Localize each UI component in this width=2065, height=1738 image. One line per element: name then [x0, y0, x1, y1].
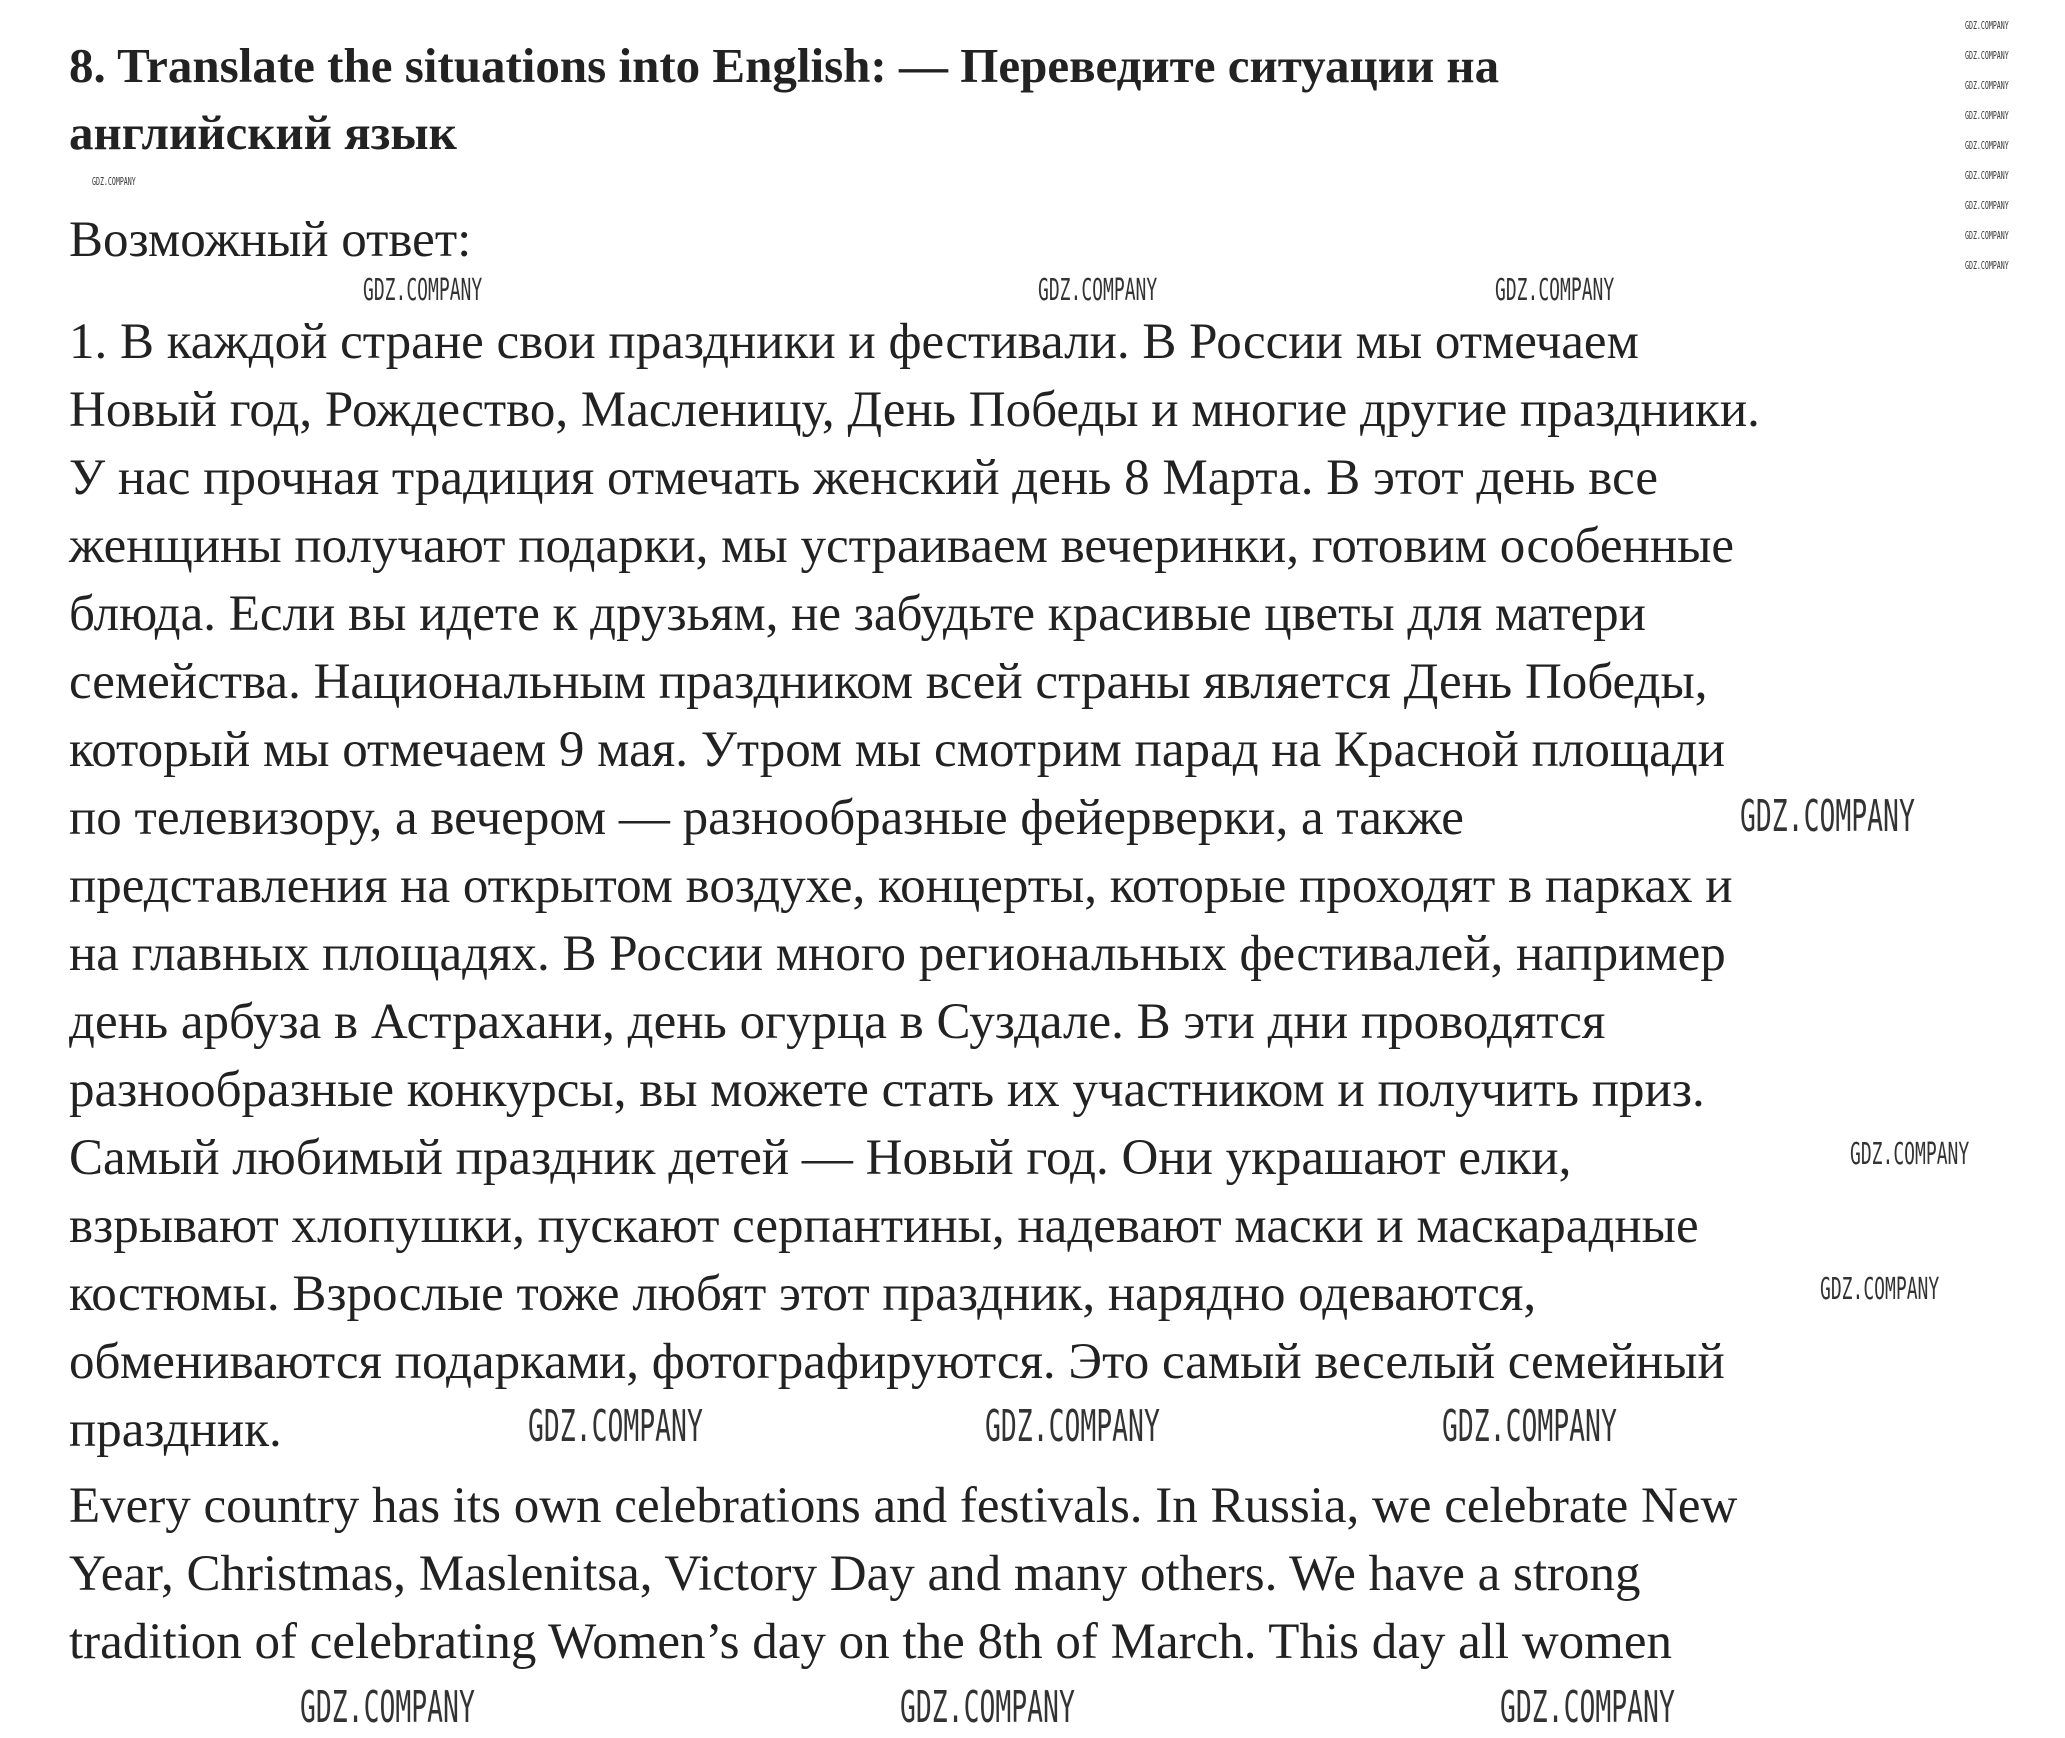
russian-text-line: костюмы. Взрослые тоже любят этот праздник, нарядно одеваются, [69, 1266, 1537, 1322]
russian-text-line: день арбуза в Астрахани, день огурца в Суздале. В эти дни проводятся [69, 994, 1606, 1050]
watermark: GDZ.COMPANY [1850, 1137, 1970, 1172]
english-text-line: tradition of celebrating Women’s day on the 8th of March. This day all women [69, 1614, 1672, 1670]
watermark: GDZ.COMPANY [300, 1682, 475, 1733]
watermark: GDZ.COMPANY [1740, 791, 1915, 842]
watermark: GDZ.COMPANY [985, 1401, 1160, 1452]
watermark: GDZ.COMPANY [1965, 109, 2009, 122]
watermark: GDZ.COMPANY [1495, 273, 1615, 308]
watermark: GDZ.COMPANY [1965, 139, 2009, 152]
watermark: GDZ.COMPANY [1965, 169, 2009, 182]
title-line: 8. Translate the situations into English: — Переведите ситуации на [69, 38, 1500, 93]
russian-text-line: разнообразные конкурсы, вы можете стать их участником и получить приз. [69, 1062, 1705, 1118]
title-line: английский язык [69, 105, 457, 160]
russian-text-line: блюда. Если вы идете к друзьям, не забудьте красивые цветы для матери [69, 586, 1646, 642]
watermark: GDZ.COMPANY [1038, 273, 1158, 308]
watermark: GDZ.COMPANY [1500, 1682, 1675, 1733]
russian-text-line: Новый год, Рождество, Масленицу, День Победы и многие другие праздники. [69, 382, 1760, 438]
watermark: GDZ.COMPANY [1442, 1401, 1617, 1452]
answer-label: Возможный ответ: [69, 212, 472, 268]
english-text-line: Year, Christmas, Maslenitsa, Victory Day and many others. We have a strong [69, 1546, 1641, 1602]
watermark: GDZ.COMPANY [528, 1401, 703, 1452]
russian-text-line: представления на открытом воздухе, концерты, которые проходят в парках и [69, 858, 1733, 914]
watermark: GDZ.COMPANY [1965, 49, 2009, 62]
watermark: GDZ.COMPANY [1965, 229, 2009, 242]
russian-text-line: на главных площадях. В России много региональных фестивалей, например [69, 926, 1726, 982]
watermark: GDZ.COMPANY [1820, 1272, 1940, 1307]
russian-text-line: семейства. Национальным праздником всей страны является День Победы, [69, 654, 1708, 710]
watermark: GDZ.COMPANY [1965, 79, 2009, 92]
watermark: GDZ.COMPANY [363, 273, 483, 308]
watermark: GDZ.COMPANY [900, 1682, 1075, 1733]
russian-text-line: который мы отмечаем 9 мая. Утром мы смотрим парад на Красной площади [69, 722, 1725, 778]
russian-text-line: взрывают хлопушки, пускают серпантины, надевают маски и маскарадные [69, 1198, 1699, 1254]
watermark: GDZ.COMPANY [92, 175, 136, 188]
english-text-line: Every country has its own celebrations and festivals. In Russia, we celebrate New [69, 1478, 1738, 1534]
russian-text-line: обмениваются подарками, фотографируются. Это самый веселый семейный [69, 1334, 1725, 1390]
russian-text-line: праздник. [69, 1402, 282, 1458]
russian-text-line: 1. В каждой стране свои праздники и фестивали. В России мы отмечаем [69, 314, 1639, 370]
russian-text-line: Самый любимый праздник детей — Новый год. Они украшают елки, [69, 1130, 1572, 1186]
watermark: GDZ.COMPANY [1965, 19, 2009, 32]
watermark: GDZ.COMPANY [1965, 199, 2009, 212]
russian-text-line: по телевизору, а вечером — разнообразные фейерверки, а также [69, 790, 1464, 846]
watermark: GDZ.COMPANY [1965, 259, 2009, 272]
russian-text-line: У нас прочная традиция отмечать женский день 8 Марта. В этот день все [69, 450, 1658, 506]
russian-text-line: женщины получают подарки, мы устраиваем вечеринки, готовим особенные [69, 518, 1735, 574]
